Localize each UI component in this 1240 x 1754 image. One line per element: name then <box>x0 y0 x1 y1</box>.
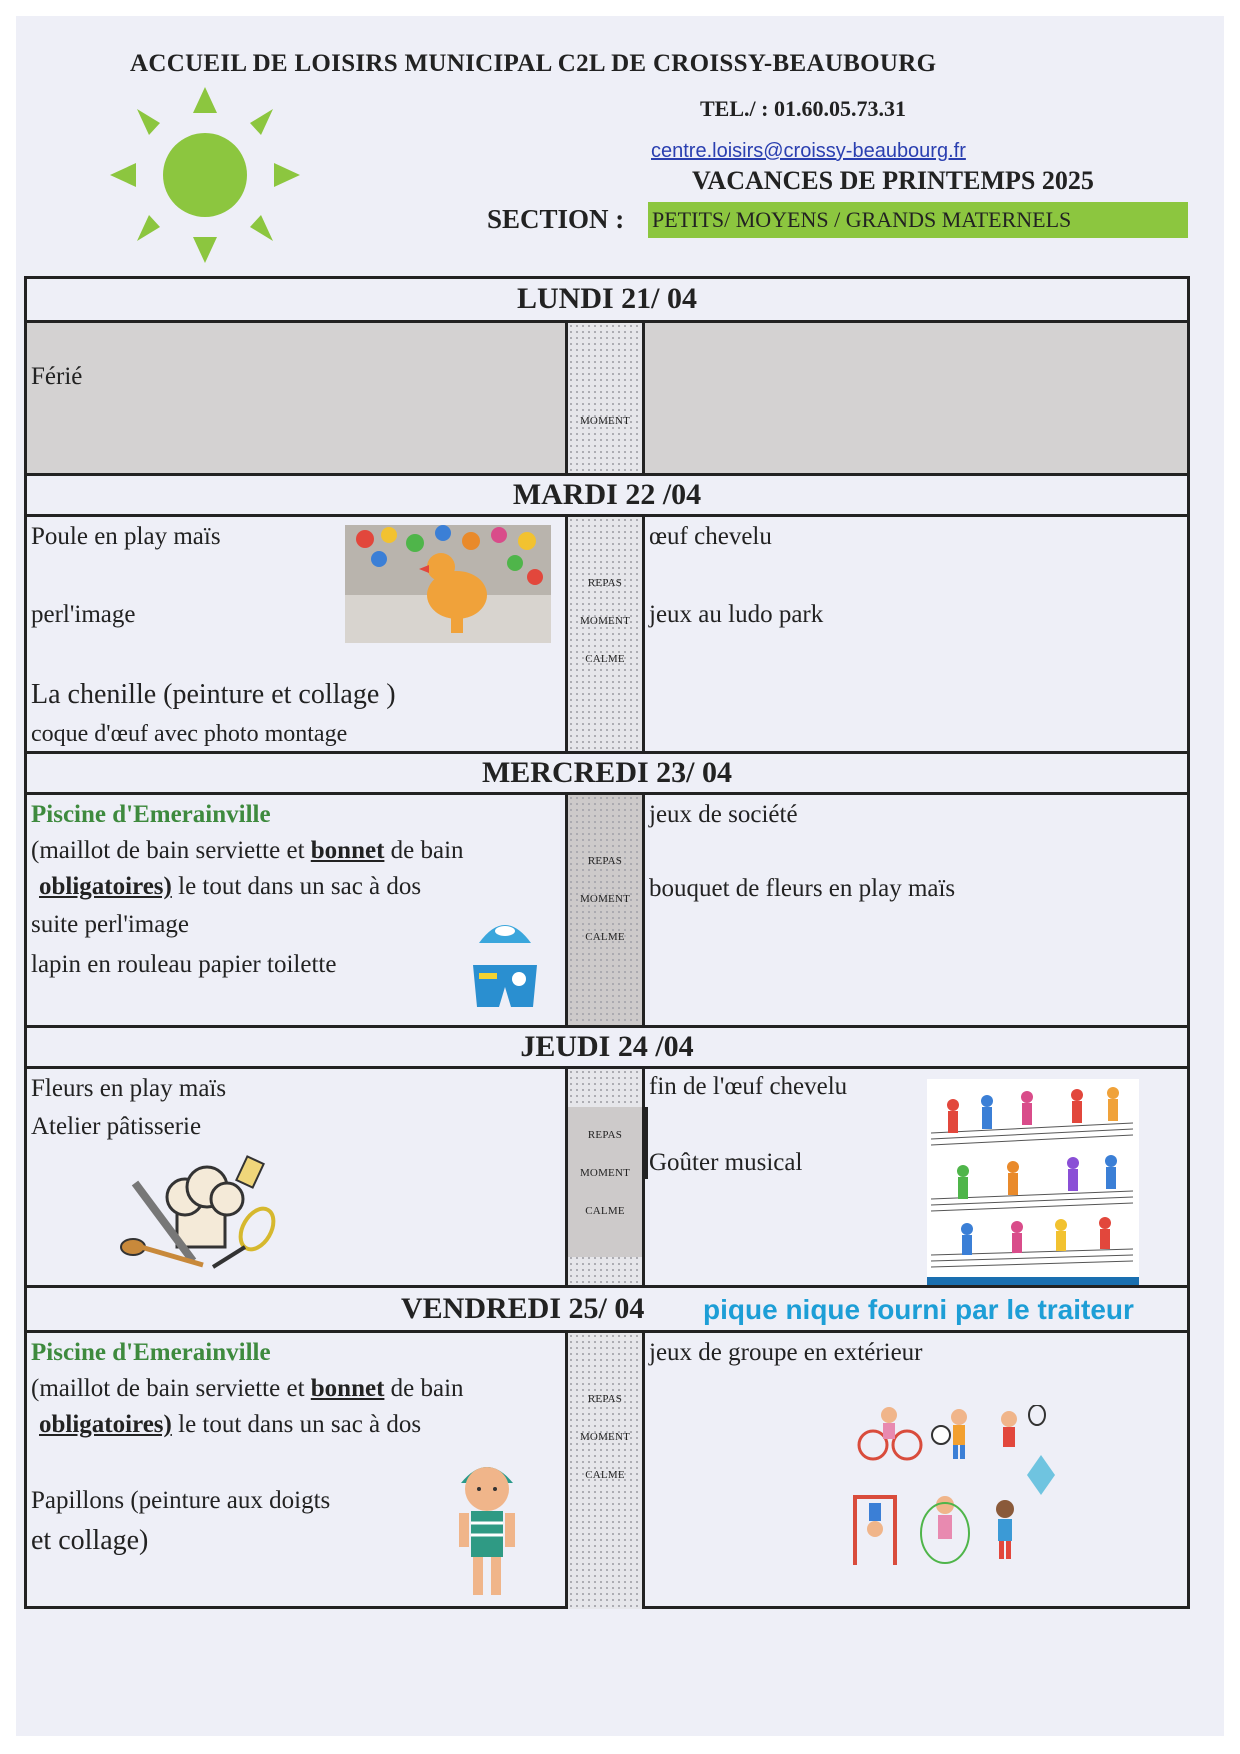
pastry-chef-hat-icon <box>115 1155 283 1273</box>
email-link[interactable]: centre.loisirs@croissy-beaubourg.fr <box>651 140 966 162</box>
day-title: JEUDI 24 /04 <box>520 1030 694 1063</box>
outdoor-group-games-icon <box>845 1405 1055 1575</box>
day-header-mercredi <box>27 751 1187 795</box>
schedule-table <box>24 276 1190 1609</box>
day-header-vendredi <box>27 1285 1187 1333</box>
lundi-right-cell <box>645 323 1187 473</box>
musical-dancers-icon <box>927 1079 1139 1285</box>
mardi-right-cell <box>645 517 1187 751</box>
day-title: MERCREDI 23/ 04 <box>481 756 732 789</box>
section-value: PETITS/ MOYENS / GRANDS MATERNELS <box>648 202 1188 238</box>
activity-text: La chenille (peinture et collage ) <box>31 679 396 710</box>
repas-label: REPAS <box>587 1129 623 1141</box>
activity-text: et collage) <box>31 1525 149 1556</box>
repas-label: REPAS <box>587 855 623 867</box>
mercredi-left-cell <box>27 795 565 1025</box>
activity-text: fin de l'œuf chevelu <box>649 1073 848 1100</box>
repas-label: REPAS <box>587 1393 623 1405</box>
activity-text: Poule en play maïs <box>31 523 221 550</box>
activity-text: Férié <box>31 363 83 390</box>
swimmer-child-icon <box>447 1453 527 1603</box>
activity-heading: Piscine d'Emerainville <box>31 1339 271 1366</box>
day-header-jeudi <box>27 1025 1187 1069</box>
activity-text: jeux de groupe en extérieur <box>649 1339 923 1366</box>
cell-divider <box>645 1107 648 1179</box>
obligatoires-emphasis: obligatoires) <box>39 1411 172 1438</box>
obligatoires-emphasis: obligatoires) <box>39 873 172 900</box>
activity-text: coque d'œuf avec photo montage <box>31 721 348 747</box>
vacation-title: VACANCES DE PRINTEMPS 2025 <box>692 166 1094 195</box>
activity-text: lapin en rouleau papier toilette <box>31 951 337 978</box>
day-title: VENDREDI 25/ 04 <box>401 1292 645 1325</box>
mardi-left-cell <box>27 517 565 751</box>
mercredi-right-cell <box>645 795 1187 1025</box>
activity-text: jeux de société <box>649 801 798 828</box>
moment-label: MOMENT <box>579 1167 631 1179</box>
calme-label: CALME <box>585 653 625 665</box>
phone-number: TEL./ : 01.60.05.73.31 <box>700 96 906 121</box>
swim-note-text: (maillot de bain serviette et <box>31 837 311 864</box>
activity-text: suite perl'image <box>31 911 189 938</box>
activity-text: œuf chevelu <box>649 523 772 550</box>
day-title: LUNDI 21/ 04 <box>516 282 697 315</box>
swim-note-text: le tout dans un sac à dos <box>171 873 422 900</box>
moment-label: MOMENT <box>579 415 631 427</box>
bonnet-emphasis: bonnet <box>310 1375 385 1402</box>
jeudi-middle-column <box>565 1069 645 1285</box>
activity-text: Papillons (peinture aux doigts <box>31 1487 331 1514</box>
swim-note-text: le tout dans un sac à dos <box>171 1411 422 1438</box>
activity-text: Atelier pâtisserie <box>31 1113 202 1140</box>
jeudi-left-cell <box>27 1069 565 1285</box>
moment-label: MOMENT <box>579 1431 631 1443</box>
mercredi-middle-column <box>565 795 645 1025</box>
section-label: SECTION : <box>487 204 625 234</box>
jeudi-right-cell <box>645 1069 1187 1285</box>
day-title: MARDI 22 /04 <box>512 478 702 511</box>
moment-label: MOMENT <box>579 615 631 627</box>
calme-label: CALME <box>585 1205 625 1217</box>
swim-note-text: de bain <box>384 837 464 864</box>
repas-label: REPAS <box>587 577 623 589</box>
swim-cap-shorts-icon <box>465 903 545 1013</box>
swim-note-text: de bain <box>384 1375 464 1402</box>
bonnet-emphasis: bonnet <box>310 837 385 864</box>
activity-text: Fleurs en play maïs <box>31 1075 227 1102</box>
vendredi-left-cell <box>27 1333 565 1609</box>
mardi-middle-column <box>565 517 645 751</box>
sun-logo-icon <box>105 85 305 265</box>
moment-label: MOMENT <box>579 893 631 905</box>
calme-label: CALME <box>585 931 625 943</box>
lundi-left-cell <box>27 323 565 473</box>
vendredi-middle-column <box>565 1333 645 1609</box>
day-header-mardi <box>27 473 1187 517</box>
picnic-note: pique nique fourni par le traiteur <box>703 1294 1134 1325</box>
calme-label: CALME <box>585 1469 625 1481</box>
activity-text: bouquet de fleurs en play maïs <box>649 875 956 902</box>
swim-note-text: (maillot de bain serviette et <box>31 1375 311 1402</box>
play-mais-chicken-photo <box>345 525 551 643</box>
lundi-middle-column <box>565 323 645 473</box>
vendredi-right-cell <box>645 1333 1187 1609</box>
activity-heading: Piscine d'Emerainville <box>31 801 271 828</box>
activity-text: jeux au ludo park <box>649 601 824 628</box>
activity-text: Goûter musical <box>649 1149 803 1176</box>
day-header-lundi <box>27 279 1187 323</box>
center-title: ACCUEIL DE LOISIRS MUNICIPAL C2L DE CROISSY-BEAUBOURG <box>130 50 937 77</box>
activity-text: perl'image <box>31 601 136 628</box>
